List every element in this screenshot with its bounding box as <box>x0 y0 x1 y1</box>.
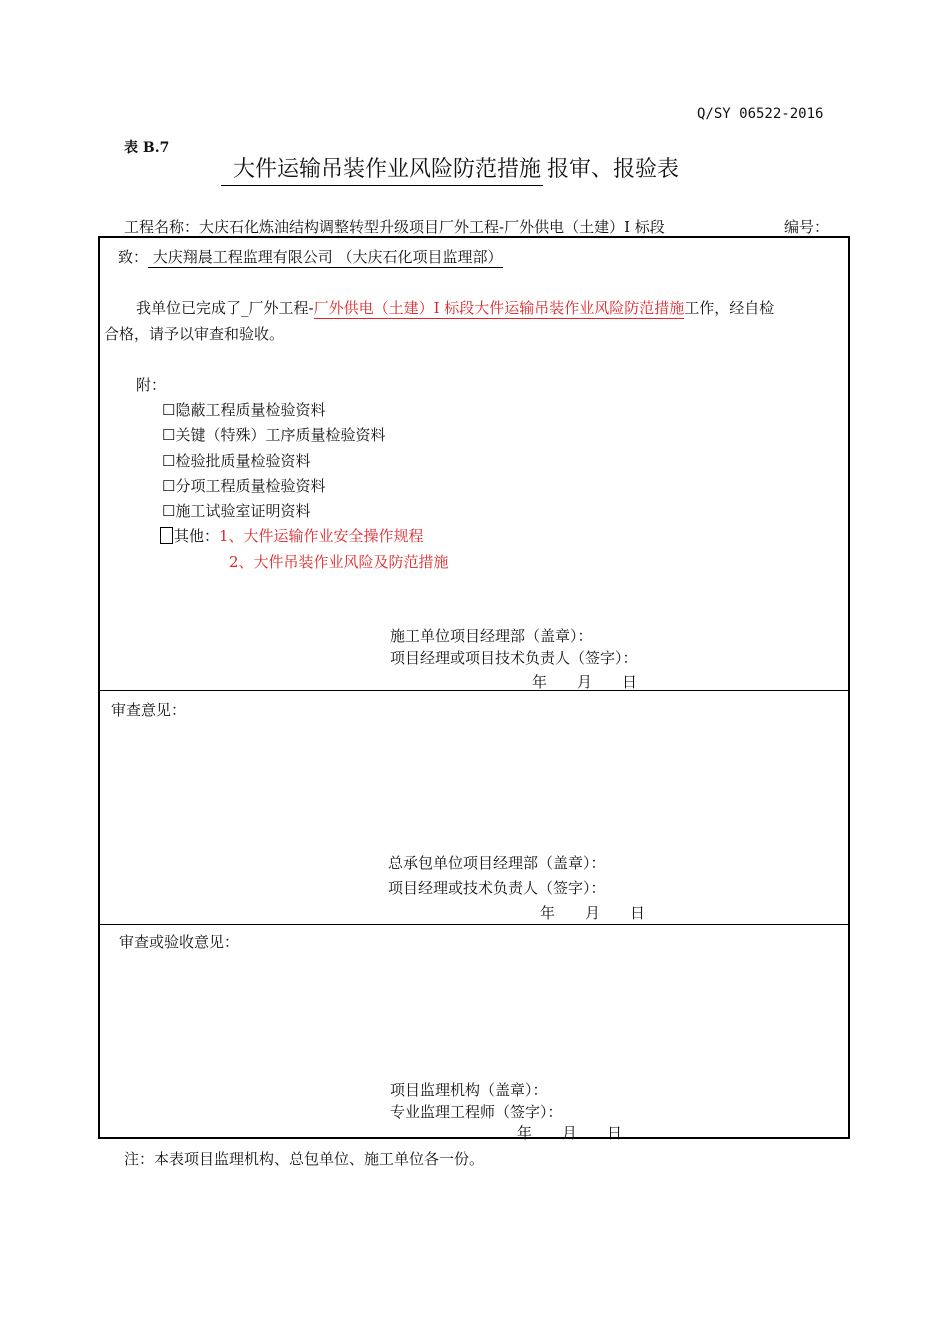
general-contractor-sign-label: 项目经理或技术负责人（签字）： <box>388 879 606 897</box>
section-divider-2 <box>98 924 850 925</box>
checklist-item-1[interactable]: ☐隐蔽工程质量检验资料 <box>162 401 326 419</box>
number-label: 编号： <box>784 218 830 236</box>
acceptance-opinion-label: 审查或验收意见： <box>119 933 240 951</box>
para-work-item: 厂外供电（土建）I 标段大件运输吊装作业风险防范措施 <box>313 299 685 317</box>
supervisor-date: 年 月 日 <box>517 1124 623 1142</box>
other-item-1: 1、大件运输作业安全操作规程 <box>219 527 424 545</box>
supervisor-sign-label: 专业监理工程师（签字）： <box>390 1103 563 1121</box>
checklist-item-other[interactable] <box>160 525 424 546</box>
title-suffix: 报审、报验表 <box>547 157 680 182</box>
contractor-sign-label: 项目经理或项目技术负责人（签字）： <box>390 649 638 667</box>
addressee-value: 大庆翔晨工程监理有限公司 （大庆石化项目监理部） <box>148 248 503 266</box>
general-contractor-seal-label: 总承包单位项目经理部（盖章）： <box>388 854 606 872</box>
completion-paragraph <box>136 297 774 318</box>
addressee-line <box>118 246 503 267</box>
contractor-date: 年 月 日 <box>532 673 638 691</box>
checklist-item-2[interactable]: ☐关键（特殊）工序质量检验资料 <box>162 426 386 444</box>
other-checkbox[interactable] <box>160 527 173 544</box>
para-tail: 工作，经自检 <box>684 299 775 317</box>
title-underlined: 大件运输吊装作业风险防范措施 <box>221 157 543 186</box>
footer-note: 注：本表项目监理机构、总包单位、施工单位各一份。 <box>124 1150 485 1168</box>
table-id: 表 B.7 <box>124 140 170 156</box>
para-line-2: 合格，请予以审查和验收。 <box>104 325 285 343</box>
other-item-2: 2、大件吊装作业风险及防范措施 <box>229 553 449 571</box>
supervisor-seal-label: 项目监理机构（盖章）： <box>390 1081 548 1099</box>
review-opinion-label: 审查意见： <box>111 701 187 719</box>
checklist-item-4[interactable]: ☐分项工程质量检验资料 <box>162 477 326 495</box>
para-lead: 我单位已完成了_厂外工程- <box>136 299 314 317</box>
attachments-label: 附： <box>136 376 167 394</box>
other-label: 其他： <box>174 527 220 545</box>
addressee-label: 致： <box>118 248 149 266</box>
form-title <box>233 152 679 183</box>
standard-code: Q/SY 06522-2016 <box>697 106 824 122</box>
project-name-line: 工程名称：大庆石化炼油结构调整转型升级项目厂外工程-厂外供电（土建）I 标段 <box>124 218 665 236</box>
checklist-item-5[interactable]: ☐施工试验室证明资料 <box>162 502 311 520</box>
contractor-seal-label: 施工单位项目经理部（盖章）： <box>390 627 593 645</box>
section-divider-1 <box>98 690 850 691</box>
checklist-item-3[interactable]: ☐检验批质量检验资料 <box>162 452 311 470</box>
form-table <box>98 236 850 1139</box>
general-contractor-date: 年 月 日 <box>540 904 646 922</box>
